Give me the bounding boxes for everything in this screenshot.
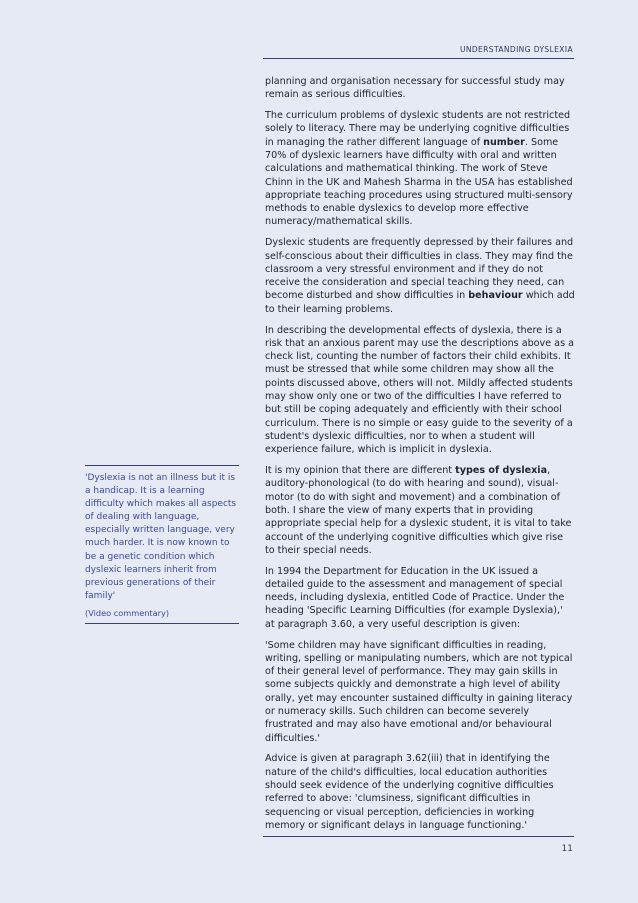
- paragraph-2-text-b: . Some 70% of dyslexic learners have difficulty with oral and written calculations and mathematical thinking. The work of Steve Chinn in the UK and Mahesh Sharma in the USA has established appropriate teaching procedures using structured multi-sensory methods to enable dyslexics to develop more effective numeracy/mathematical skills.: [265, 136, 573, 228]
- keyword-behaviour: behaviour: [468, 290, 523, 302]
- paragraph-2-text-a: The curriculum problems of dyslexic students are not restricted solely to literacy. There may be underlying cognitive difficulties in managing the rather different language of: [265, 110, 571, 148]
- keyword-number: number: [483, 136, 525, 148]
- paragraph-5-text-a: It is my opinion that there are different: [265, 465, 456, 477]
- paragraph-8: Advice is given at paragraph 3.62(iii) that in identifying the nature of the child's difficulties, local education authorities should seek evidence of the underlying cognitive difficulties referred to above: 'clumsiness, significant difficulties in sequencing or visual perception, deficiencies in working memory or significant delays in language functioning.': [265, 753, 554, 831]
- paragraph-3-text-a: Dyslexic students are frequently depressed by their failures and self-conscious about their difficulties in class. They may find the classroom a very stressful environment and if they do not receive the consideration and special teaching they need, can become disturbed and show difficulties in: [265, 237, 574, 302]
- header-divider: [263, 58, 574, 59]
- running-header: UNDERSTANDING DYSLEXIA: [459, 45, 573, 54]
- sidebar-top-divider: [85, 465, 239, 466]
- paragraph-5-text-b: , auditory-phonological (to do with hearing and sound), visual-motor (to do with sight and movement) and a combination of both. I share the view of many experts that in providing appropriate special help for a dyslexic student, it is vital to take account of the underlying cognitive difficulties which give rise to their special needs.: [265, 465, 572, 556]
- paragraph-5: [265, 464, 575, 557]
- paragraph-6: In 1994 the Department for Education in the UK issued a detailed guide to the assessment and management of special needs, including dyslexia, entitled Code of Practice. Under the heading 'Specific Learning Difficulties (for example Dyslexia),' at paragraph 3.60, a very useful description is given:: [265, 565, 565, 630]
- keyword-types-of-dyslexia: types of dyslexia: [455, 465, 548, 477]
- footer-divider: [263, 836, 574, 837]
- paragraph-4: In describing the developmental effects of dyslexia, there is a risk that an anxious parent may use the descriptions above as a check list, counting the number of factors their child exhibits. It must be stressed that while some children may show all the points discussed above, others will not. Mildly affected students may show only one or two of the difficulties I have referred to but still be coping adequately and efficiently with their school curriculum. There is no simple or easy guide to the severity of a student's dyslexic difficulties, nor to when a student will experience failure, which is implicit in dyslexia.: [265, 324, 574, 456]
- paragraph-3: [265, 236, 575, 316]
- sidebar-bottom-divider: [85, 623, 239, 624]
- sidebar-pull-quote: [85, 465, 239, 624]
- pull-quote-attribution: (Video commentary): [85, 607, 170, 618]
- main-column: [265, 75, 575, 840]
- page-number: 11: [561, 844, 573, 854]
- paragraph-3-text-b: which add to their learning problems.: [265, 290, 575, 315]
- pull-quote-text: 'Dyslexia is not an illness but it is a handicap. It is a learning difficulty which makes all aspects of dealing with language, especially written language, very much harder. It is now known to be a genetic condition which dyslexic learners inherit from previous generations of their family': [85, 473, 237, 601]
- paragraph-2: [265, 109, 575, 229]
- paragraph-7-quote: 'Some children may have significant difficulties in reading, writing, spelling or manipulating numbers, which are not typical of their general level of performance. They may gain skills in some subjects quickly and demonstrate a high level of ability orally, yet may encounter sustained difficulty in gaining literacy or numeracy skills. Such children can become severely frustrated and may also have emotional and/or behavioural difficulties.': [265, 639, 573, 744]
- paragraph-1: planning and organisation necessary for successful study may remain as serious difficulties.: [265, 76, 565, 101]
